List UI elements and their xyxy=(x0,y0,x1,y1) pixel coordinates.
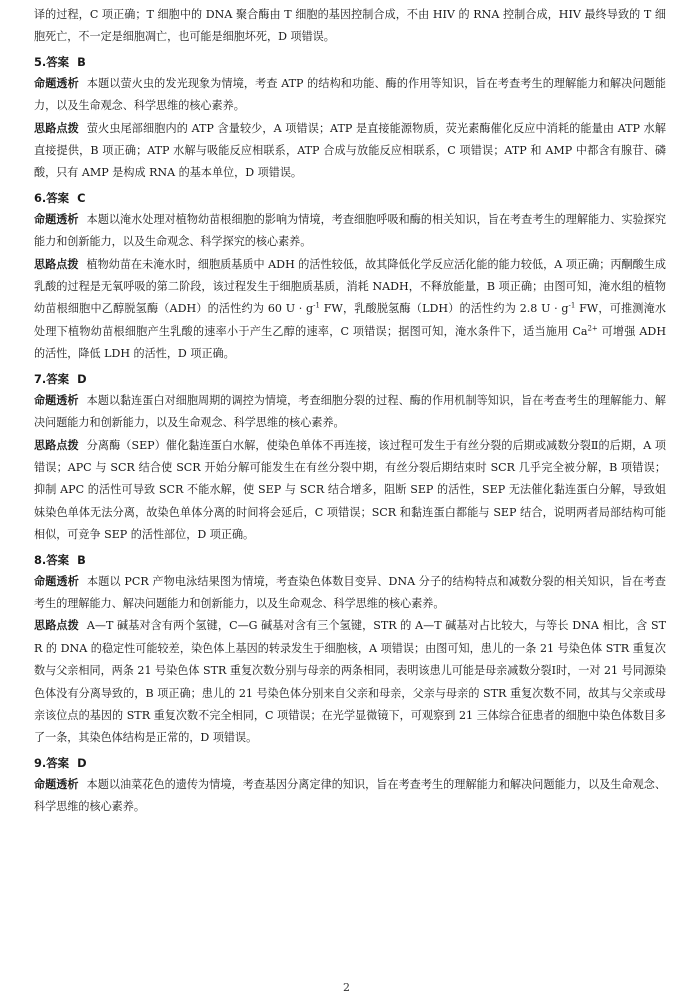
hint-label: 思路点拨 xyxy=(34,121,79,135)
question-6 xyxy=(34,187,666,366)
answer-label: 答案 xyxy=(46,755,70,770)
insight-label: 命题透析 xyxy=(34,777,79,791)
answer-line xyxy=(34,368,666,390)
insight-text: 本题以黏连蛋白对细胞周期的调控为情境，考查细胞分裂的过程、酶的作用机制等知识，旨在考查考生的理解能力、解决问题能力和创新能力，以及生命观念、科学思维的核心素养。 xyxy=(34,393,666,430)
answer-label: 答案 xyxy=(46,54,70,69)
question-9 xyxy=(34,752,666,819)
answer-label: 答案 xyxy=(46,190,70,205)
hint-label: 思路点拨 xyxy=(34,438,79,452)
question-number: 6. xyxy=(34,190,47,205)
answer-letter: C xyxy=(77,190,86,205)
hint-paragraph xyxy=(34,615,666,749)
hint-text: 分离酶（SEP）催化黏连蛋白水解，使染色单体不再连接，该过程可发生于有丝分裂的后期或减数分裂Ⅱ的后期，A 项错误；APC 与 SCR 结合使 SCR 开始分解可能发生在有丝分裂中期，有丝分裂后期结束时 SCR 几乎完全被分解，B 项错误；抑制 APC 的活性可导致 SCR 不能水解，使 SEP 与 SCR 结合增多，阻断 SEP 的活性，SEP 无法催化黏连蛋白分解，导致姐妹染色单体无法分离，故染色单体分离的时间将会延后，C 项错误；SCR 和黏连蛋白都能与 SEP 结合，说明两者局部结构可能相似，可竞争 SEP 的活性部位，D 项正确。 xyxy=(34,438,666,542)
hint-text-a: 植物幼苗在未淹水时，细胞质基质中 ADH 的活性较低，故其降低化学反应活化能的能力较低，A 项正确；丙酮酸生成乳酸的过程是无氧呼吸的第二阶段，该过程发生于细胞质基质，消耗 NADH，不释放能量，B 项正确；由图可知，淹水组的植物幼苗根细胞中乙醇脱氢酶（ADH）的活性约为 60 U · g xyxy=(34,257,666,316)
answer-letter: B xyxy=(77,54,86,69)
page-content xyxy=(34,4,666,819)
hint-text: 萤火虫尾部细胞内的 ATP 含量较少，A 项错误；ATP 是直接能源物质，荧光素酶催化反应中消耗的能量由 ATP 水解直接提供，B 项正确；ATP 水解与吸能反应相联系，ATP 合成与放能反应相联系，C 项错误；ATP 和 AMP 中都含有腺苷、磷酸，只有 AMP 是构成 RNA 的基本单位，D 项错误。 xyxy=(34,121,666,180)
answer-letter: D xyxy=(77,755,87,770)
hint-paragraph xyxy=(34,254,666,366)
insight-label: 命题透析 xyxy=(34,574,79,588)
insight-text: 本题以淹水处理对植物幼苗根细胞的影响为情境，考查细胞呼吸和酶的相关知识，旨在考查考生的理解能力、实验探究能力和创新能力，以及生命观念、科学探究的核心素养。 xyxy=(34,212,666,249)
insight-label: 命题透析 xyxy=(34,393,79,407)
insight-label: 命题透析 xyxy=(34,76,79,90)
hint-text: A—T 碱基对含有两个氢键，C—G 碱基对含有三个氢键，STR 的 A—T 碱基对占比较大，与等长 DNA 相比，含 STR 的 DNA 的稳定性可能较差，染色体上基因的转录发生于细胞核，A 项错误；由图可知，患儿的一条 21 号染色体 STR 重复次数与父亲相同，两条 21 号染色体 STR 重复次数分别与母亲的两条相同，表明该患儿可能是母亲减数分裂Ⅰ时，一对 21 号同源染色体没有分离导致的，B 项正确；患儿的 21 号染色体分别来自父亲和母亲，父亲与母亲的 STR 重复次数不同，故其与父亲或母亲该位点的基因的 STR 重复次数不完全相同，C 项错误；在光学显微镜下，可观察到 21 三体综合征患者的细胞中染色体数目多了一条，其染色体结构是正常的，D 项错误。 xyxy=(34,619,666,745)
answer-line xyxy=(34,549,666,571)
answer-line xyxy=(34,187,666,209)
superscript: -1 xyxy=(313,301,320,310)
question-7 xyxy=(34,368,666,547)
question-number: 8. xyxy=(34,552,47,567)
question-number: 5. xyxy=(34,54,47,69)
hint-text-b: FW，乳酸脱氢酶（LDH）的活性约为 2.8 U · g xyxy=(319,302,569,316)
insight-text: 本题以油菜花色的遗传为情境，考查基因分离定律的知识，旨在考查考生的理解能力和解决问题能力，以及生命观念、科学思维的核心素养。 xyxy=(34,777,666,814)
answer-label: 答案 xyxy=(46,371,70,386)
insight-paragraph xyxy=(34,390,666,435)
insight-paragraph xyxy=(34,73,666,118)
page-number: 2 xyxy=(343,981,350,994)
insight-label: 命题透析 xyxy=(34,212,79,226)
hint-label: 思路点拨 xyxy=(34,619,79,633)
insight-paragraph xyxy=(34,774,666,819)
answer-line xyxy=(34,51,666,73)
hint-paragraph xyxy=(34,118,666,185)
hint-text-d: 可增强 ADH 的活性，降低 LDH 的活性，D 项正确。 xyxy=(34,324,666,361)
question-5 xyxy=(34,51,666,185)
answer-line xyxy=(34,752,666,774)
answer-letter: D xyxy=(77,371,87,386)
question-8 xyxy=(34,549,666,750)
superscript: -1 xyxy=(568,301,576,310)
question-number: 9. xyxy=(34,755,47,770)
hint-paragraph xyxy=(34,435,666,547)
answer-label: 答案 xyxy=(46,552,70,567)
hint-label: 思路点拨 xyxy=(34,257,79,271)
superscript: 2+ xyxy=(587,324,598,333)
insight-paragraph xyxy=(34,571,666,616)
intro-paragraph: 译的过程，C 项正确；T 细胞中的 DNA 聚合酶由 T 细胞的基因控制合成，不由 HIV 的 RNA 控制合成，HIV 最终导致的 T 细胞死亡，不一定是细胞凋亡，也可能是细胞坏死，D 项错误。 xyxy=(34,8,666,44)
hint-text-c: FW，可推测淹水处理下植物幼苗根细胞产生乳酸的速率小于产生乙醇的速率，C 项错误；据图可知，淹水条件下，适当施用 Ca xyxy=(34,302,666,338)
insight-paragraph xyxy=(34,209,666,254)
insight-text: 本题以 PCR 产物电泳结果图为情境，考查染色体数目变异、DNA 分子的结构特点和减数分裂的相关知识，旨在考查考生的理解能力、解决问题能力和创新能力，以及生命观念、科学思维的核心素养。 xyxy=(34,574,666,610)
answer-letter: B xyxy=(77,552,86,567)
insight-text: 本题以萤火虫的发光现象为情境，考查 ATP 的结构和功能、酶的作用等知识，旨在考查考生的理解能力和解决问题能力，以及生命观念、科学思维的核心素养。 xyxy=(34,76,666,113)
question-number: 7. xyxy=(34,371,47,386)
